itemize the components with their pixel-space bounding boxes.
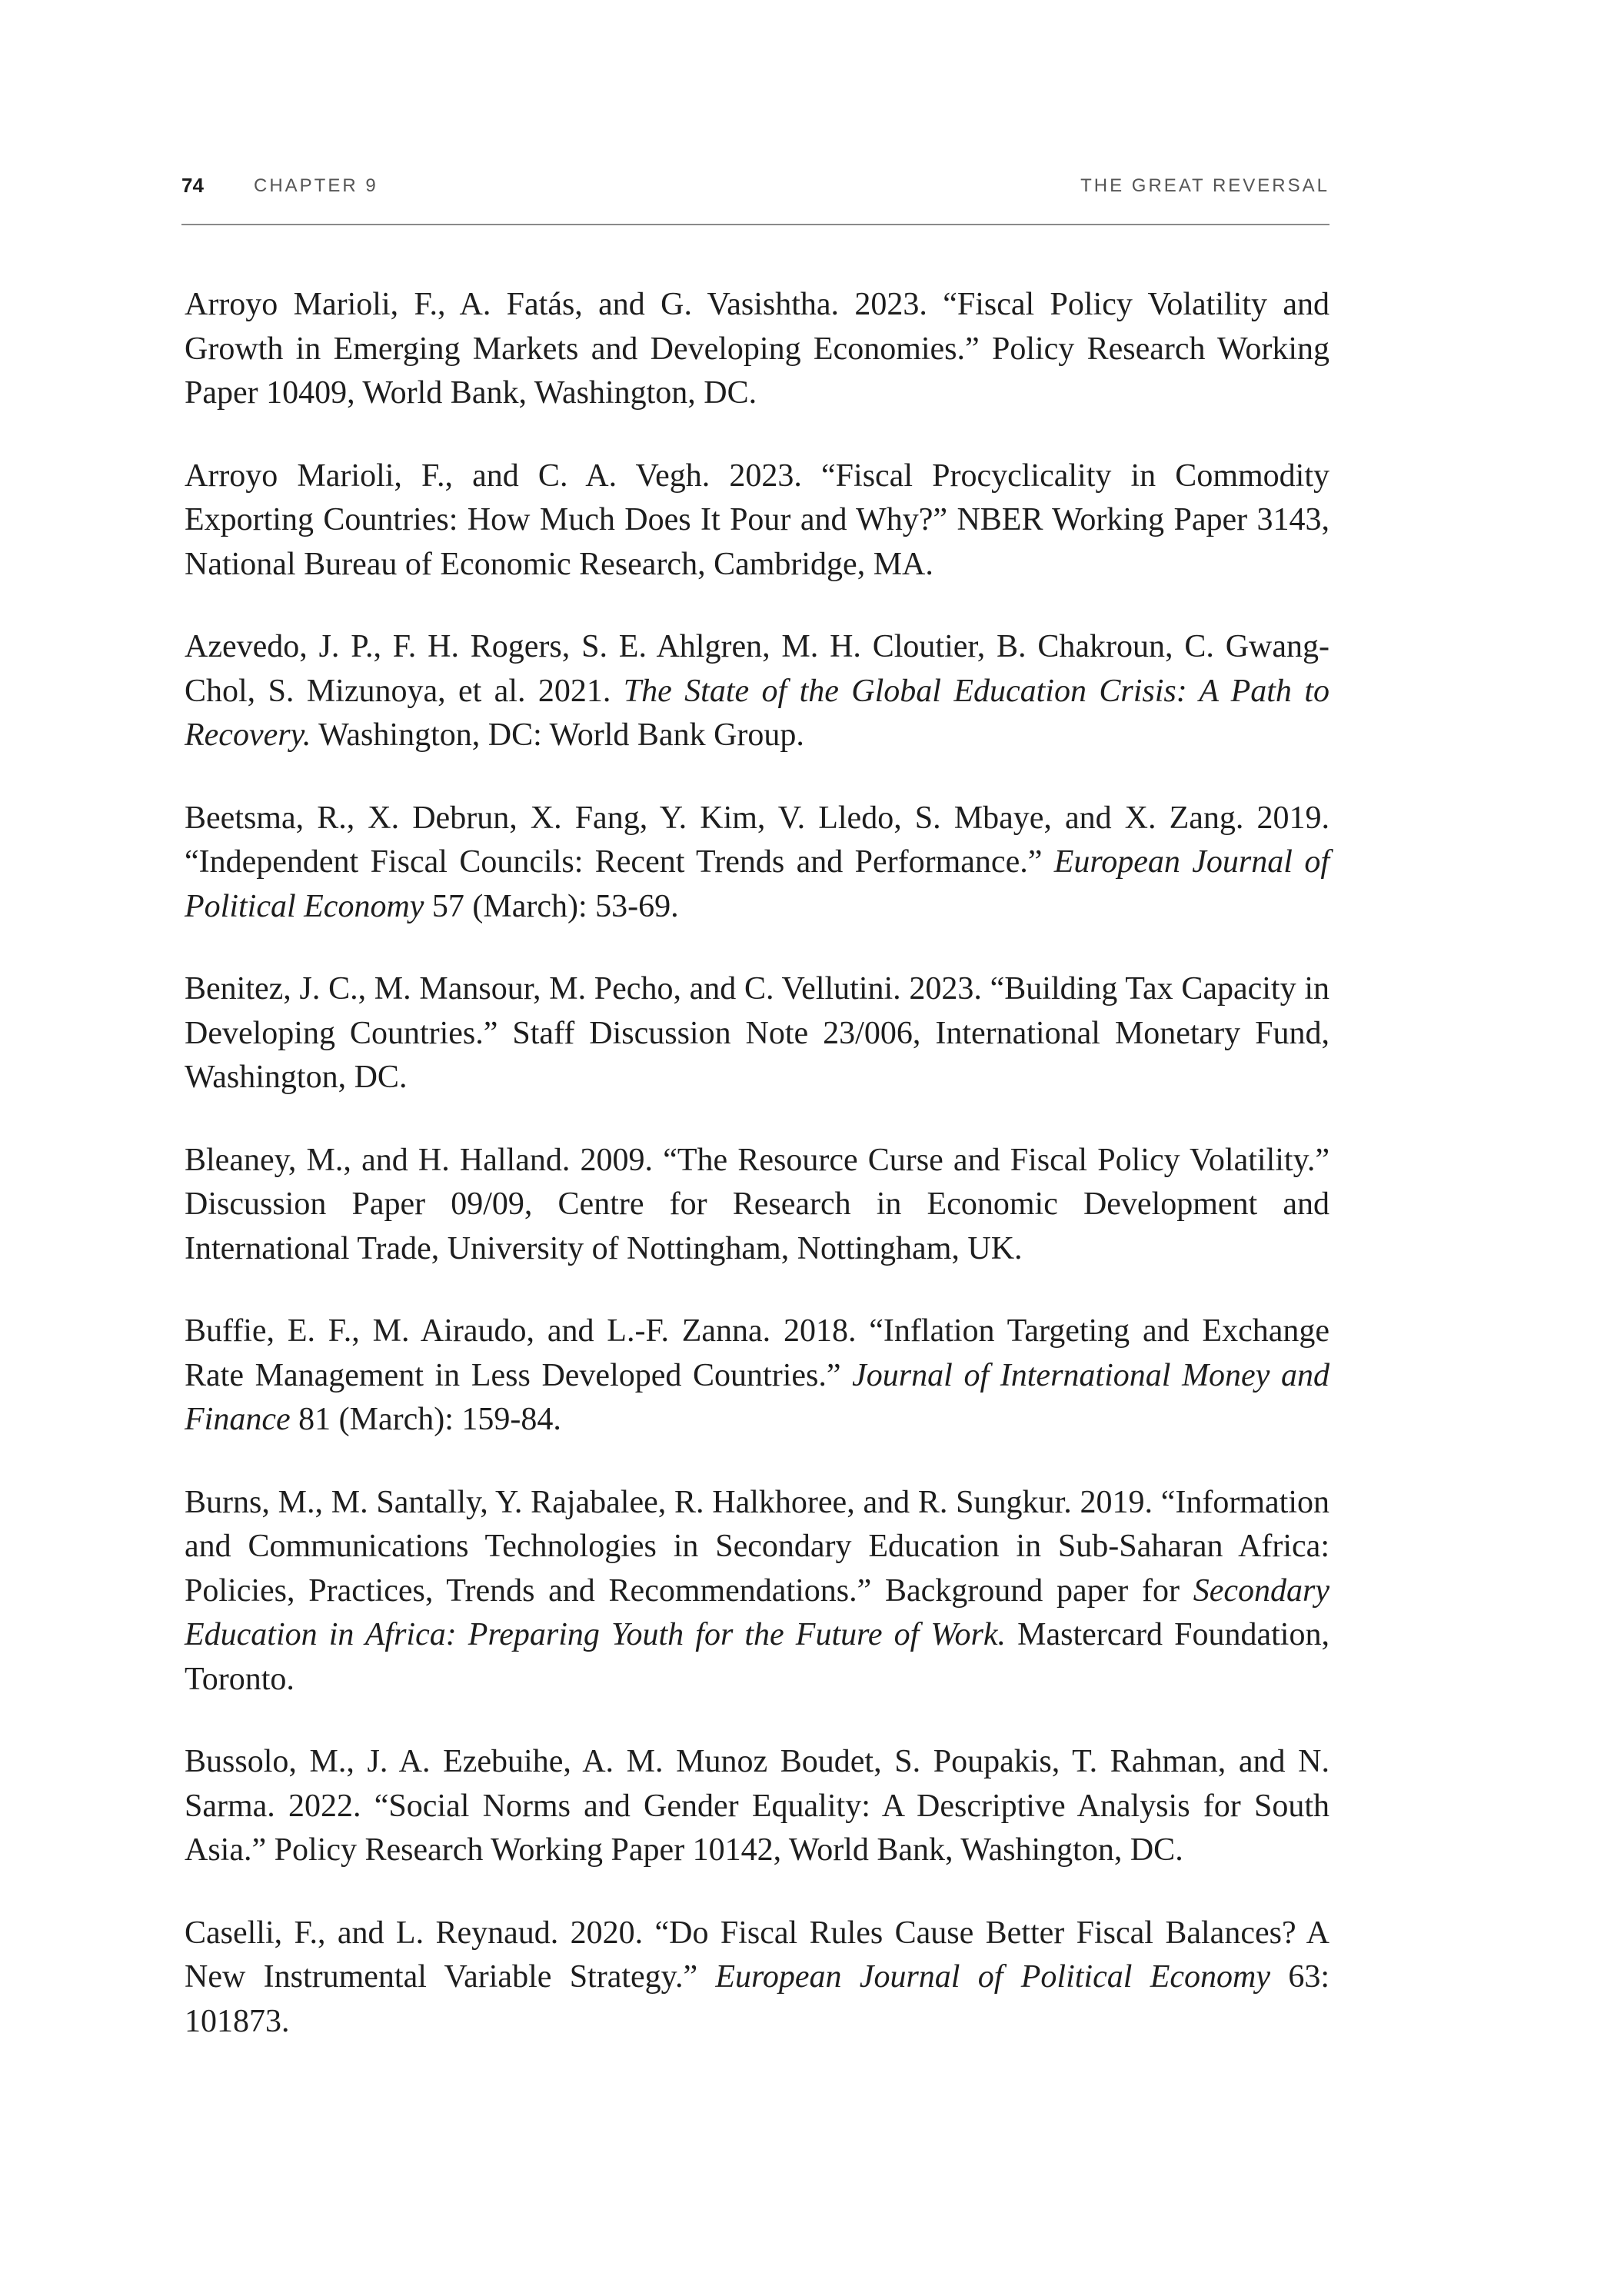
reference-entry [185, 1309, 1329, 1442]
reference-entry [185, 1912, 1329, 2045]
reference-text-tail: 63: 101873. [185, 1959, 1329, 2039]
reference-text: Arroyo Marioli, F., and C. A. Vegh. 2023. “Fiscal Procyclicality in Commodity Exporting Countries: How Much Does It Pour and Why?” NBER Working Paper 3143, National Bureau of Economic Research, Cambridge, MA. [185, 458, 1329, 582]
reference-entry [185, 1740, 1329, 1873]
reference-text: Azevedo, J. P., F. H. Rogers, S. E. Ahlgren, M. H. Cloutier, B. Chakroun, C. Gwang-Chol, S. Mizunoya, et al. 2021. [185, 629, 1329, 709]
reference-text-tail: Washington, DC: World Bank Group. [311, 717, 804, 753]
reference-text-tail: 57 (March): 53-69. [424, 888, 679, 924]
chapter-label: CHAPTER 9 [254, 175, 378, 196]
page-number: 74 [181, 174, 204, 197]
reference-entry [185, 454, 1329, 587]
reference-italic-title: The State of the Global Education Crisis: A Path to Recovery. [185, 673, 1329, 753]
header-divider [181, 224, 1329, 225]
reference-italic-title: European Journal of Political Economy [185, 844, 1329, 924]
reference-text: Caselli, F., and L. Reynaud. 2020. “Do Fiscal Rules Cause Better Fiscal Balances? A New Instrumental Variable Strategy.” [185, 1915, 1329, 1995]
reference-text: Beetsma, R., X. Debrun, X. Fang, Y. Kim, V. Lledo, S. Mbaye, and X. Zang. 2019. “Independent Fiscal Councils: Recent Trends and Performance.” [185, 800, 1329, 880]
reference-text: Benitez, J. C., M. Mansour, M. Pecho, and C. Vellutini. 2023. “Building Tax Capacity in Developing Countries.” Staff Discussion Note 23/006, International Monetary Fund, Washington, DC. [185, 971, 1329, 1095]
reference-entry [185, 625, 1329, 758]
reference-text: Arroyo Marioli, F., A. Fatás, and G. Vasishtha. 2023. “Fiscal Policy Volatility and Growth in Emerging Markets and Developing Economies.” Policy Research Working Paper 10409, World Bank, Washington, DC. [185, 287, 1329, 411]
reference-entry [185, 1481, 1329, 1702]
reference-entry [185, 1139, 1329, 1272]
reference-text: Bussolo, M., J. A. Ezebuihe, A. M. Munoz Boudet, S. Poupakis, T. Rahman, and N. Sarma. 2022. “Social Norms and Gender Equality: A Descriptive Analysis for South Asia.” Policy Research Working Paper 10142, World Bank, Washington, DC. [185, 1744, 1329, 1868]
running-header [181, 174, 1329, 208]
reference-text: Buffie, E. F., M. Airaudo, and L.-F. Zanna. 2018. “Inflation Targeting and Exchange Rate Management in Less Developed Countries.” [185, 1313, 1329, 1393]
reference-entry [185, 283, 1329, 416]
reference-entry [185, 967, 1329, 1100]
reference-text-tail: 81 (March): 159-84. [290, 1402, 561, 1437]
reference-italic-title: Secondary Education in Africa: Preparing Youth for the Future of Work. [185, 1572, 1329, 1652]
reference-list [185, 283, 1329, 2044]
reference-entry [185, 797, 1329, 930]
reference-italic-title: European Journal of Political Economy [715, 1959, 1270, 1995]
book-title: THE GREAT REVERSAL [1080, 175, 1329, 196]
reference-text: Bleaney, M., and H. Halland. 2009. “The Resource Curse and Fiscal Policy Volatility.” Discussion Paper 09/09, Centre for Research in Economic Development and International Trade, University of Nottingham, Nottingham, UK. [185, 1142, 1329, 1266]
reference-text: Burns, M., M. Santally, Y. Rajabalee, R. Halkhoree, and R. Sungkur. 2019. “Information and Communications Technologies in Secondary Education in Sub-Saharan Africa: Policies, Practices, Trends and Recommendations.” Background paper for [185, 1484, 1329, 1609]
reference-italic-title: Journal of International Money and Finance [185, 1357, 1329, 1437]
reference-text-tail: Mastercard Foundation, Toronto. [185, 1617, 1329, 1697]
